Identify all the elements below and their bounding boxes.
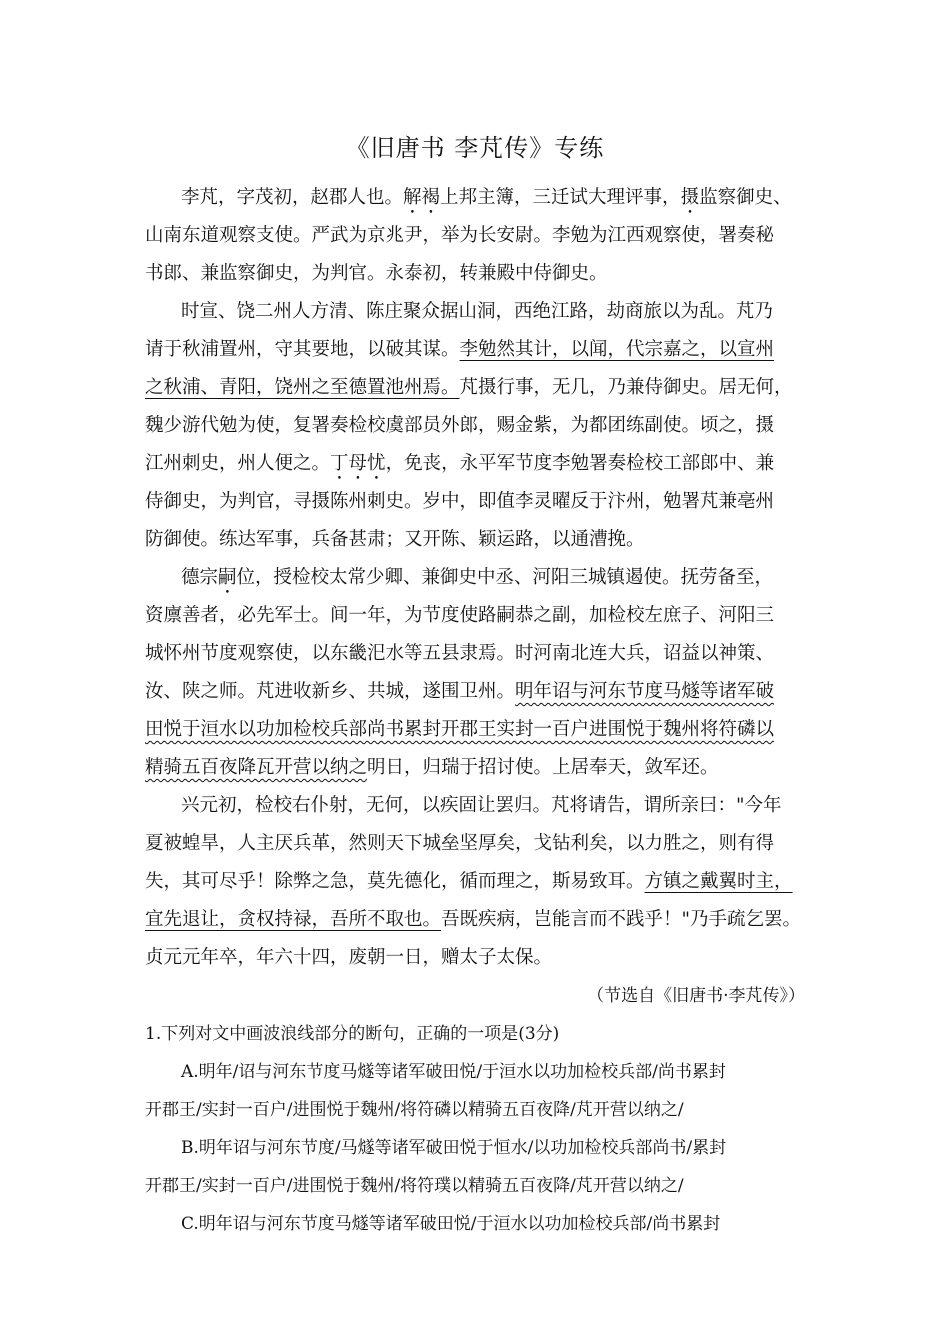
passage-line: 兴元初，检校右仆射，无何，以疾固让罢归。芃将请告，谓所亲曰："今年 — [181, 795, 782, 816]
text-span: 德宗 — [181, 567, 219, 588]
option-c-line1: C.明年诏与河东节度马燧等诸军破田悦/于洹水以功加检校兵部/尚书累封 — [181, 1214, 721, 1234]
text-span: 上邦主簿，三迁试大理评事， — [440, 187, 681, 208]
passage-line: 贞元元年卒，年六十四，废朝一日，赠太子太保。 — [145, 947, 553, 968]
underlined-sentence: 宜先退让，贪权持禄，吾所不取也。 — [145, 909, 442, 930]
page-title: 《旧唐书 李芃传》专练 — [345, 134, 605, 162]
text-span: 明日，归瑞于招讨使。上居奉天，敛军还。 — [367, 757, 719, 778]
passage-line — [181, 180, 861, 218]
passage-line: 夏被蝗旱，人主厌兵革，然则天下城垒坚厚矣，戈钻利矣，以力胜之，则有得 — [145, 833, 775, 854]
passage-line — [145, 674, 825, 710]
passage-line: 山南东道观察支使。严武为京兆尹，举为长安尉。李勉为江西观察使，署奏秘 — [145, 225, 775, 246]
passage-line — [145, 446, 825, 484]
text-span: ，免丧，永平军节度李勉署奏检校工部郎中、兼 — [385, 453, 775, 474]
text-span: 监察御史、 — [699, 187, 792, 208]
passage-line: 魏少游代勉为使，复署奏检校虞部员外郎，赐金紫，为都团练副使。顷之，摄 — [145, 415, 775, 436]
wavy-underlined-text: 田悦于洹水以功加检校兵部尚书累封开郡王实封一百户进围悦于魏州将符磷以 — [145, 719, 775, 740]
passage-line: 侍御史，为判官，寻摄陈州刺史。岁中，即值李灵曜反于汴州，勉署芃兼亳州 — [145, 491, 775, 512]
underlined-sentence: 方镇之戴翼时主， — [644, 871, 793, 892]
passage-line: 资廪善者，必先军士。间一年，为节度使路嗣恭之副，加检校左庶子、河阳三 — [145, 605, 775, 626]
option-a-line2: 开郡王/实封一百户/进围悦于魏州/将符磷以精骑五百夜降/芃开营以纳之/ — [145, 1100, 684, 1120]
option-b-line2: 开郡王/实封一百户/进围悦于魏州/将符璞以精骑五百夜降/芃开营以纳之/ — [145, 1176, 684, 1196]
dotted-char: 褐 — [421, 187, 441, 208]
wavy-underlined-text: 精骑五百夜降瓦开营以纳之 — [145, 757, 368, 778]
option-b-line1: B.明年诏与河东节度/马燧等诸军破田悦于恒水/以功加检校兵部尚书/累封 — [181, 1138, 727, 1158]
text-span: 芃摄行事，无几，乃兼侍御史。居无何， — [459, 377, 793, 398]
dotted-char: 嗣 — [218, 567, 237, 588]
passage-line — [145, 712, 825, 748]
question-stem: 1.下列对文中画波浪线部分的断句，正确的一项是(3分) — [145, 1024, 560, 1044]
passage-line — [145, 902, 825, 938]
passage-line — [145, 370, 825, 406]
text-span: 位，授检校太常少卿、兼御史中丞、河阳三城镇遏使。抚劳备至， — [236, 567, 774, 588]
text-span: 汝、陕之师。芃进收新乡、共城，遂围卫州。 — [145, 681, 516, 702]
option-a-line1: A.明年/诏与河东节度马燧等诸军破田悦/于洹水以功加检校兵部/尚书累封 — [181, 1062, 726, 1082]
text-span: 失，其可尽乎！除弊之急，莫先德化，循而理之，斯易致耳。 — [145, 871, 645, 892]
dotted-char: 母 — [348, 453, 368, 474]
dotted-char: 解 — [403, 187, 422, 208]
passage-line: 城怀州节度观察使，以东畿汜水等五县隶焉。时河南北连大兵，诏益以神策、 — [145, 643, 775, 664]
underlined-sentence: 李勉然其计，以闻，代宗嘉之，以宣州 — [459, 339, 775, 360]
wavy-underlined-text: 明年诏与河东节度马燧等诸军破 — [515, 681, 775, 702]
dotted-char: 忧 — [367, 453, 386, 474]
source-citation: （节选自《旧唐书·李芃传》） — [587, 986, 805, 1006]
text-span: 吾既疾病，岂能言而不践乎！"乃手疏乞罢。 — [441, 909, 802, 930]
passage-line: 时宣、饶二州人方清、陈庄聚众据山洞，西绝江路，劫商旅以为乱。芃乃 — [181, 301, 774, 322]
passage-line — [145, 332, 825, 368]
underlined-sentence: 之秋浦、青阳，饶州之至德置池州焉。 — [145, 377, 460, 398]
passage-line: 防御使。练达军事，兵备甚肃；又开陈、颖运路，以通漕挽。 — [145, 529, 645, 550]
passage-line — [145, 864, 825, 900]
passage-line — [181, 560, 861, 598]
dotted-char: 摄 — [680, 187, 700, 208]
passage-line — [145, 750, 825, 786]
text-span: 请于秋浦置州，守其要地，以破其谋。 — [145, 339, 460, 360]
text-span: 李芃，字茂初，赵郡人也。 — [181, 187, 404, 208]
passage-line: 书郎、兼监察御史，为判官。永泰初，转兼殿中侍御史。 — [145, 263, 608, 284]
dotted-char: 丁 — [330, 453, 349, 474]
text-span: 江州刺史，州人便之。 — [145, 453, 331, 474]
